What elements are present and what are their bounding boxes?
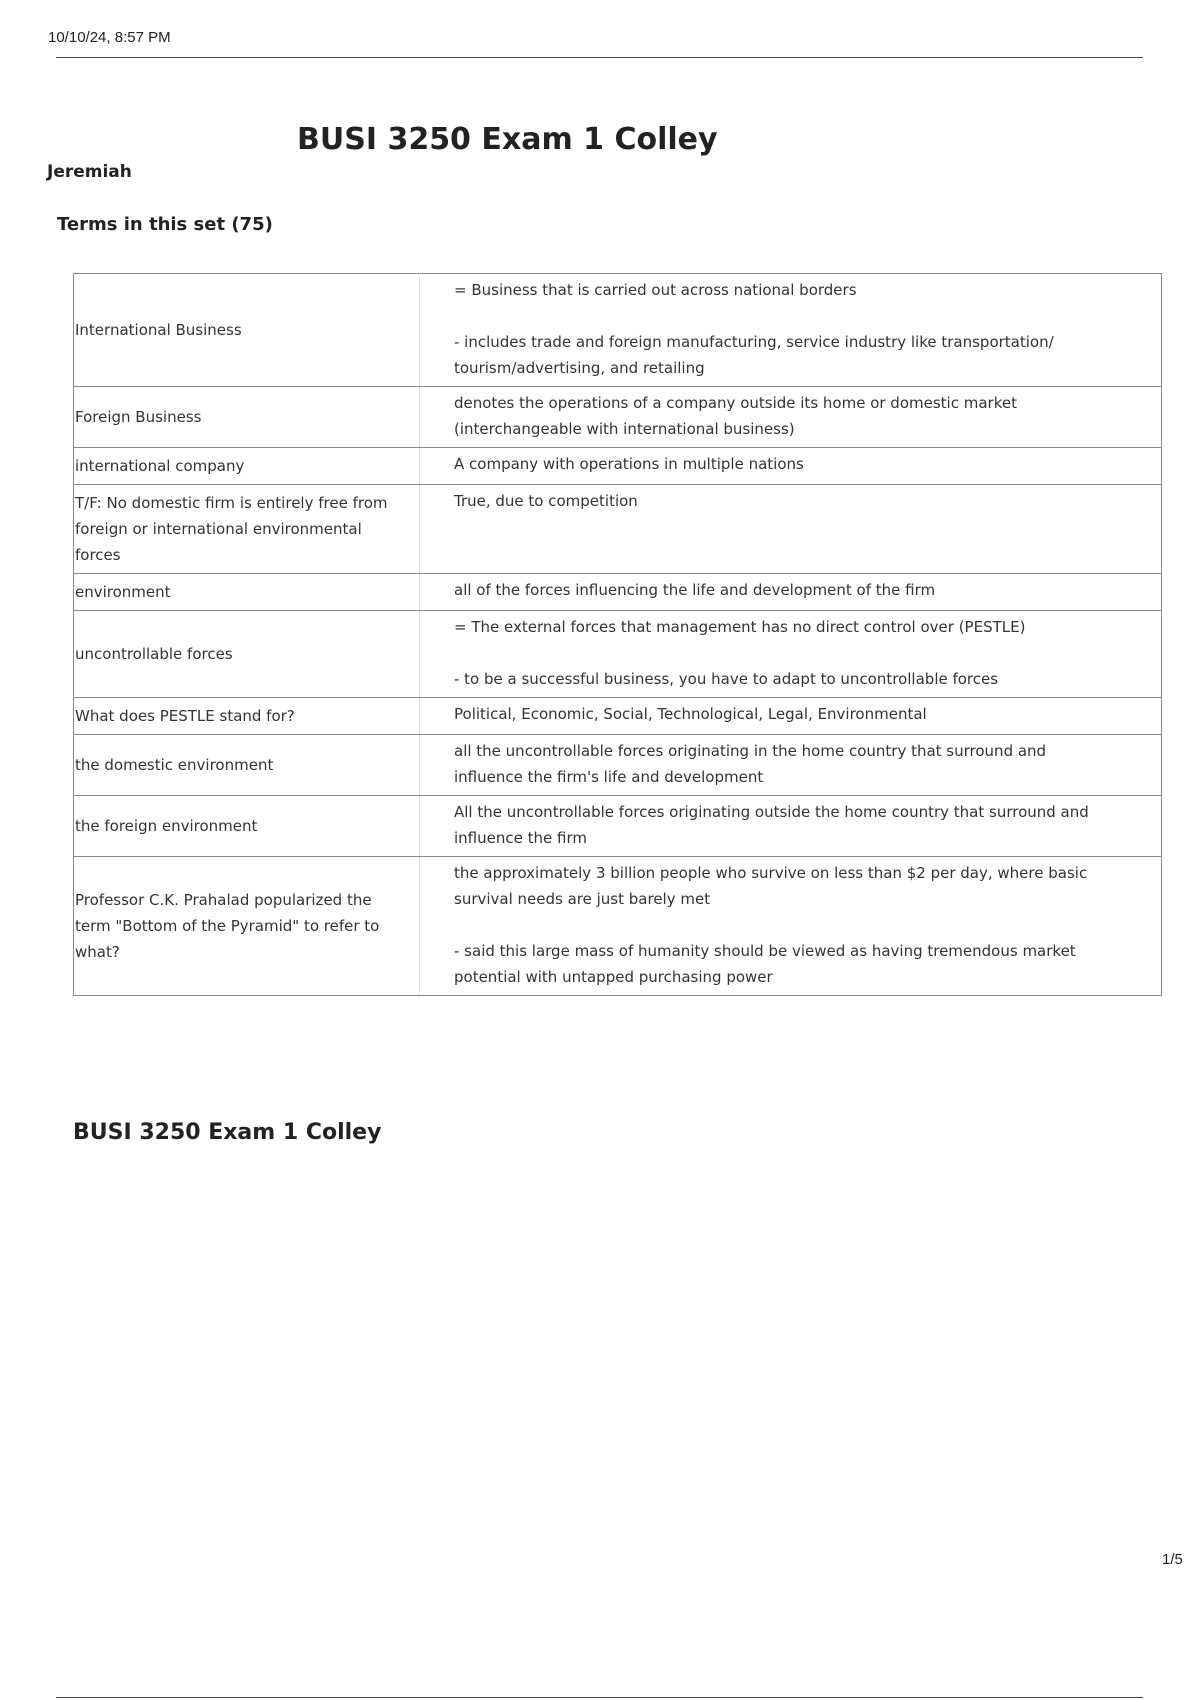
table-row xyxy=(74,698,1162,735)
author-name: Jeremiah xyxy=(47,162,132,182)
table-row xyxy=(74,274,1162,387)
page-number: 1/5 xyxy=(1162,1551,1183,1568)
term-cell: environment xyxy=(74,574,420,611)
definition-cell: the approximately 3 billion people who survive on less than $2 per day, where basic survival needs are just barely met - said this large mass of humanity should be viewed as having tremendous market potential with untapped purchasing power xyxy=(420,857,1162,996)
definition-cell: All the uncontrollable forces originating outside the home country that surround and influence the firm xyxy=(420,796,1162,857)
table-row xyxy=(74,796,1162,857)
definition-cell: all of the forces influencing the life and development of the firm xyxy=(420,574,1162,611)
term-cell: International Business xyxy=(74,274,420,387)
table-row xyxy=(74,387,1162,448)
term-cell: Foreign Business xyxy=(74,387,420,448)
table-row xyxy=(74,448,1162,485)
header-divider xyxy=(56,57,1143,58)
footer-divider xyxy=(56,1697,1143,1698)
definition-cell: all the uncontrollable forces originating in the home country that surround and influence the firm's life and development xyxy=(420,735,1162,796)
terms-count-heading: Terms in this set (75) xyxy=(57,214,273,235)
terms-table xyxy=(73,273,1162,996)
table-row xyxy=(74,611,1162,698)
definition-cell: denotes the operations of a company outside its home or domestic market (interchangeable with international business) xyxy=(420,387,1162,448)
table-row xyxy=(74,485,1162,574)
term-cell: What does PESTLE stand for? xyxy=(74,698,420,735)
table-row xyxy=(74,735,1162,796)
section-title: BUSI 3250 Exam 1 Colley xyxy=(73,1120,382,1145)
print-date: 10/10/24, 8:57 PM xyxy=(48,29,171,46)
page-title: BUSI 3250 Exam 1 Colley xyxy=(297,122,718,157)
term-cell: T/F: No domestic firm is entirely free from foreign or international environmental forces xyxy=(74,485,420,574)
term-cell: international company xyxy=(74,448,420,485)
term-cell: the domestic environment xyxy=(74,735,420,796)
definition-cell: = Business that is carried out across national borders - includes trade and foreign manufacturing, service industry like transportation/ tourism/advertising, and retailing xyxy=(420,274,1162,387)
definition-cell: = The external forces that management has no direct control over (PESTLE) - to be a successful business, you have to adapt to uncontrollable forces xyxy=(420,611,1162,698)
definition-cell: True, due to competition xyxy=(420,485,1162,574)
table-row xyxy=(74,857,1162,996)
term-cell: the foreign environment xyxy=(74,796,420,857)
term-cell: Professor C.K. Prahalad popularized the term "Bottom of the Pyramid" to refer to what? xyxy=(74,857,420,996)
definition-cell: Political, Economic, Social, Technological, Legal, Environmental xyxy=(420,698,1162,735)
definition-cell: A company with operations in multiple nations xyxy=(420,448,1162,485)
table-row xyxy=(74,574,1162,611)
term-cell: uncontrollable forces xyxy=(74,611,420,698)
